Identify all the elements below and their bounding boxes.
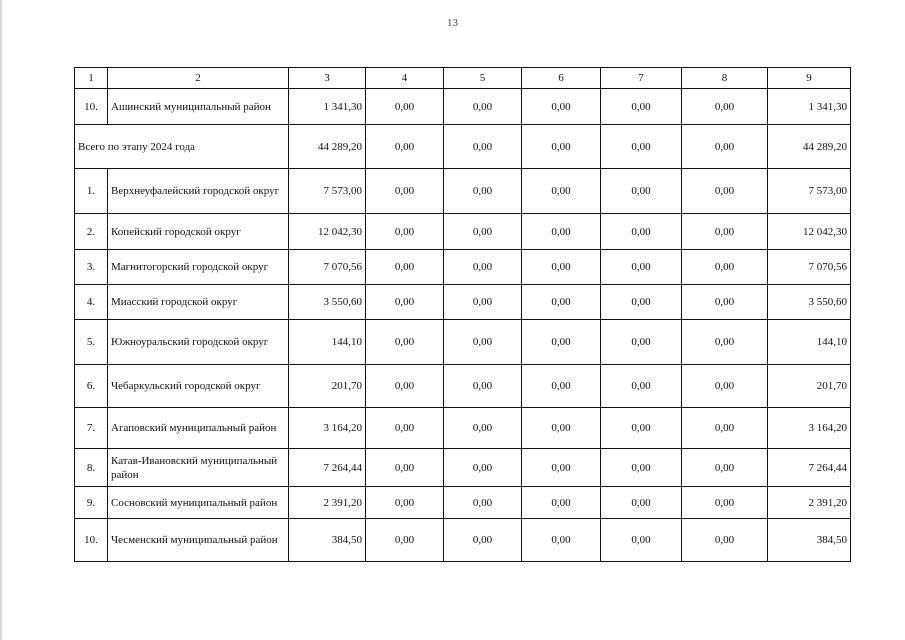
municipality-name: Катав-Ивановский муниципальный район bbox=[108, 449, 289, 487]
table-row bbox=[75, 408, 851, 449]
value-cell-v8: 0,00 bbox=[682, 125, 768, 169]
value-cell-v8: 0,00 bbox=[682, 365, 768, 408]
value-cell-v6: 0,00 bbox=[522, 487, 601, 519]
value-cell-v3: 3 164,20 bbox=[289, 408, 366, 449]
value-cell-v5: 0,00 bbox=[444, 449, 522, 487]
value-cell-v5: 0,00 bbox=[444, 125, 522, 169]
value-cell-v9: 44 289,20 bbox=[768, 125, 851, 169]
value-cell-v6: 0,00 bbox=[522, 365, 601, 408]
value-cell-v7: 0,00 bbox=[601, 285, 682, 320]
municipality-name: Миасский городской округ bbox=[108, 285, 289, 320]
column-header-9: 9 bbox=[768, 68, 851, 89]
table-row bbox=[75, 214, 851, 250]
municipality-name: Магнитогорский городской округ bbox=[108, 250, 289, 285]
table-row bbox=[75, 365, 851, 408]
table-row bbox=[75, 250, 851, 285]
table-row bbox=[75, 487, 851, 519]
value-cell-v8: 0,00 bbox=[682, 89, 768, 125]
value-cell-v8: 0,00 bbox=[682, 408, 768, 449]
row-number: 2. bbox=[75, 214, 108, 250]
row-number: 3. bbox=[75, 250, 108, 285]
value-cell-v8: 0,00 bbox=[682, 449, 768, 487]
value-cell-v8: 0,00 bbox=[682, 169, 768, 214]
value-cell-v7: 0,00 bbox=[601, 214, 682, 250]
value-cell-v7: 0,00 bbox=[601, 519, 682, 562]
header-row bbox=[75, 68, 851, 89]
row-number: 10. bbox=[75, 519, 108, 562]
value-cell-v5: 0,00 bbox=[444, 320, 522, 365]
column-header-1: 1 bbox=[75, 68, 108, 89]
value-cell-v9: 1 341,30 bbox=[768, 89, 851, 125]
row-number: 6. bbox=[75, 365, 108, 408]
value-cell-v3: 7 070,56 bbox=[289, 250, 366, 285]
value-cell-v8: 0,00 bbox=[682, 285, 768, 320]
row-number: 7. bbox=[75, 408, 108, 449]
municipality-name: Сосновский муниципальный район bbox=[108, 487, 289, 519]
value-cell-v6: 0,00 bbox=[522, 125, 601, 169]
value-cell-v6: 0,00 bbox=[522, 169, 601, 214]
value-cell-v4: 0,00 bbox=[366, 320, 444, 365]
value-cell-v9: 7 070,56 bbox=[768, 250, 851, 285]
column-header-8: 8 bbox=[682, 68, 768, 89]
column-header-3: 3 bbox=[289, 68, 366, 89]
value-cell-v4: 0,00 bbox=[366, 285, 444, 320]
value-cell-v3: 144,10 bbox=[289, 320, 366, 365]
table-body bbox=[75, 68, 851, 562]
value-cell-v5: 0,00 bbox=[444, 169, 522, 214]
municipality-name: Чесменский муниципальный район bbox=[108, 519, 289, 562]
value-cell-v7: 0,00 bbox=[601, 449, 682, 487]
value-cell-v9: 3 550,60 bbox=[768, 285, 851, 320]
row-number: 1. bbox=[75, 169, 108, 214]
municipality-name: Верхнеуфалейский городской округ bbox=[108, 169, 289, 214]
value-cell-v7: 0,00 bbox=[601, 125, 682, 169]
row-number: 4. bbox=[75, 285, 108, 320]
value-cell-v6: 0,00 bbox=[522, 250, 601, 285]
value-cell-v3: 3 550,60 bbox=[289, 285, 366, 320]
value-cell-v9: 144,10 bbox=[768, 320, 851, 365]
value-cell-v7: 0,00 bbox=[601, 365, 682, 408]
value-cell-v4: 0,00 bbox=[366, 519, 444, 562]
municipality-name: Ашинский муниципальный район bbox=[108, 89, 289, 125]
value-cell-v3: 7 573,00 bbox=[289, 169, 366, 214]
value-cell-v3: 201,70 bbox=[289, 365, 366, 408]
value-cell-v3: 12 042,30 bbox=[289, 214, 366, 250]
column-header-7: 7 bbox=[601, 68, 682, 89]
value-cell-v3: 2 391,20 bbox=[289, 487, 366, 519]
value-cell-v7: 0,00 bbox=[601, 169, 682, 214]
value-cell-v8: 0,00 bbox=[682, 519, 768, 562]
value-cell-v7: 0,00 bbox=[601, 250, 682, 285]
value-cell-v9: 2 391,20 bbox=[768, 487, 851, 519]
row-number: 5. bbox=[75, 320, 108, 365]
value-cell-v8: 0,00 bbox=[682, 320, 768, 365]
value-cell-v6: 0,00 bbox=[522, 519, 601, 562]
column-header-4: 4 bbox=[366, 68, 444, 89]
value-cell-v9: 7 264,44 bbox=[768, 449, 851, 487]
value-cell-v6: 0,00 bbox=[522, 214, 601, 250]
value-cell-v6: 0,00 bbox=[522, 320, 601, 365]
value-cell-v5: 0,00 bbox=[444, 89, 522, 125]
table-row bbox=[75, 320, 851, 365]
value-cell-v3: 384,50 bbox=[289, 519, 366, 562]
value-cell-v9: 3 164,20 bbox=[768, 408, 851, 449]
row-number: 10. bbox=[75, 89, 108, 125]
value-cell-v7: 0,00 bbox=[601, 320, 682, 365]
total-label: Всего по этапу 2024 года bbox=[75, 125, 289, 169]
value-cell-v4: 0,00 bbox=[366, 487, 444, 519]
value-cell-v8: 0,00 bbox=[682, 487, 768, 519]
column-header-5: 5 bbox=[444, 68, 522, 89]
total-row bbox=[75, 125, 851, 169]
municipality-name: Южноуральский городской округ bbox=[108, 320, 289, 365]
table-row bbox=[75, 169, 851, 214]
value-cell-v3: 1 341,30 bbox=[289, 89, 366, 125]
value-cell-v4: 0,00 bbox=[366, 169, 444, 214]
value-cell-v5: 0,00 bbox=[444, 519, 522, 562]
value-cell-v5: 0,00 bbox=[444, 408, 522, 449]
value-cell-v4: 0,00 bbox=[366, 365, 444, 408]
page-left-edge bbox=[0, 0, 2, 640]
municipality-name: Чебаркульский городской округ bbox=[108, 365, 289, 408]
municipality-name: Копейский городской округ bbox=[108, 214, 289, 250]
value-cell-v5: 0,00 bbox=[444, 285, 522, 320]
value-cell-v6: 0,00 bbox=[522, 408, 601, 449]
page-number: 13 bbox=[447, 17, 458, 29]
value-cell-v4: 0,00 bbox=[366, 89, 444, 125]
value-cell-v9: 201,70 bbox=[768, 365, 851, 408]
value-cell-v4: 0,00 bbox=[366, 214, 444, 250]
value-cell-v3: 44 289,20 bbox=[289, 125, 366, 169]
row-number: 9. bbox=[75, 487, 108, 519]
table-row bbox=[75, 285, 851, 320]
value-cell-v6: 0,00 bbox=[522, 285, 601, 320]
value-cell-v7: 0,00 bbox=[601, 89, 682, 125]
value-cell-v9: 12 042,30 bbox=[768, 214, 851, 250]
table-row bbox=[75, 449, 851, 487]
table-row bbox=[75, 89, 851, 125]
column-header-6: 6 bbox=[522, 68, 601, 89]
municipality-name: Агаповский муниципальный район bbox=[108, 408, 289, 449]
value-cell-v6: 0,00 bbox=[522, 449, 601, 487]
value-cell-v5: 0,00 bbox=[444, 365, 522, 408]
value-cell-v3: 7 264,44 bbox=[289, 449, 366, 487]
value-cell-v6: 0,00 bbox=[522, 89, 601, 125]
value-cell-v5: 0,00 bbox=[444, 487, 522, 519]
value-cell-v8: 0,00 bbox=[682, 250, 768, 285]
value-cell-v9: 384,50 bbox=[768, 519, 851, 562]
value-cell-v4: 0,00 bbox=[366, 125, 444, 169]
value-cell-v8: 0,00 bbox=[682, 214, 768, 250]
value-cell-v4: 0,00 bbox=[366, 408, 444, 449]
value-cell-v9: 7 573,00 bbox=[768, 169, 851, 214]
column-header-2: 2 bbox=[108, 68, 289, 89]
value-cell-v7: 0,00 bbox=[601, 487, 682, 519]
row-number: 8. bbox=[75, 449, 108, 487]
value-cell-v5: 0,00 bbox=[444, 250, 522, 285]
value-cell-v4: 0,00 bbox=[366, 449, 444, 487]
value-cell-v7: 0,00 bbox=[601, 408, 682, 449]
table-row bbox=[75, 519, 851, 562]
value-cell-v5: 0,00 bbox=[444, 214, 522, 250]
value-cell-v4: 0,00 bbox=[366, 250, 444, 285]
budget-table bbox=[74, 67, 851, 562]
